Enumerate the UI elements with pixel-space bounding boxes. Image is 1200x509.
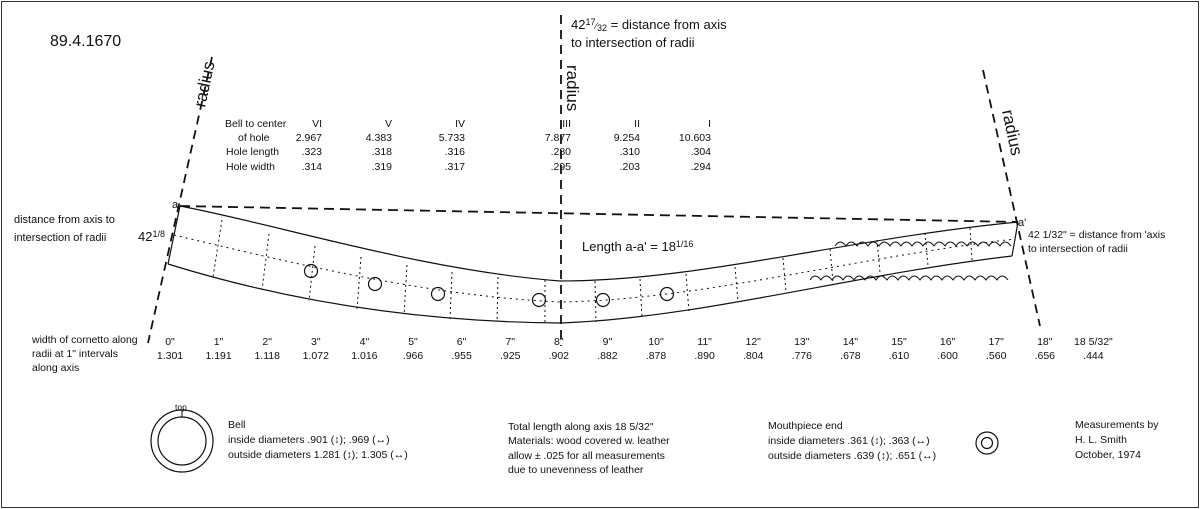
inch-radius-line — [830, 249, 833, 282]
hole-numeral: I — [708, 118, 711, 130]
inch-radius-line — [783, 258, 786, 292]
credit-line3: October, 1974 — [1075, 449, 1141, 461]
width-value: .776 — [791, 350, 813, 362]
width-caption-line3: along axis — [32, 362, 80, 374]
width-value: 1.301 — [156, 350, 184, 362]
top-note-line1: $42^{17}_⁄32$ = distance from axis — [571, 17, 727, 33]
left-note-line2: intersection of radii — [14, 232, 107, 244]
width-value: .444 — [1083, 350, 1104, 362]
mouthpiece-outside-diameters: outside diameters .639 (↕); .651 (↔) — [768, 450, 937, 462]
hole-center-value: 4.383 — [365, 132, 392, 144]
inch-mark-label: 2" — [262, 336, 272, 348]
width-value: 1.072 — [302, 350, 329, 362]
width-value: .955 — [451, 350, 472, 362]
width-value: .560 — [985, 350, 1007, 362]
credit-line1: Measurements by — [1075, 419, 1159, 431]
bell-top-label: top — [175, 402, 187, 412]
point-a-prime-label: a' — [1018, 217, 1027, 229]
row-label-hole-length: Hole length — [226, 146, 280, 158]
note-total-length: Total length along axis 18 5/32" — [508, 421, 654, 433]
inch-mark-label: 13" — [794, 336, 810, 348]
finger-hole-iii — [533, 294, 546, 307]
hole-center-value: 9.254 — [613, 132, 640, 144]
hole-length-value: .310 — [619, 146, 640, 158]
hole-length-value: .323 — [301, 146, 322, 158]
right-note-line1: 42 1/32" = distance from 'axis — [1028, 229, 1166, 241]
bell-diagram — [151, 402, 408, 472]
hole-center-value: 10.603 — [678, 132, 711, 144]
inch-radius-line — [970, 228, 972, 260]
mouthpiece-diagram — [768, 420, 998, 462]
hole-width-value: .314 — [301, 161, 322, 173]
chord-a-a-prime — [180, 206, 1018, 222]
hole-width-value: .203 — [619, 161, 640, 173]
radius-label-right: radius — [998, 107, 1027, 158]
hole-numeral: II — [634, 118, 640, 130]
credit-line2: H. L. Smith — [1075, 434, 1127, 446]
width-value: .656 — [1034, 350, 1056, 362]
holes-columns — [296, 118, 711, 173]
hole-width-value: .294 — [690, 161, 711, 173]
finger-holes — [305, 265, 674, 307]
width-value: .600 — [937, 350, 958, 362]
inch-radius-line — [262, 234, 269, 290]
hole-numeral: IV — [455, 118, 465, 130]
inch-mark-label: 12" — [745, 336, 761, 348]
inch-mark-label: 18 5/32" — [1074, 336, 1113, 348]
width-value: .925 — [499, 350, 521, 362]
hole-length-value: .304 — [690, 146, 711, 158]
hole-numeral: V — [384, 118, 392, 130]
mouthpiece-title: Mouthpiece end — [768, 420, 843, 432]
inch-radius-line — [404, 265, 407, 315]
bell-title: Bell — [228, 419, 246, 431]
bell-inside-circle — [158, 417, 206, 465]
inch-radius-line — [450, 272, 452, 319]
width-value: .678 — [840, 350, 861, 362]
inch-mark-label: 9" — [602, 336, 613, 348]
hole-width-value: .317 — [444, 161, 465, 173]
hole-width-value: .319 — [371, 161, 392, 173]
note-tolerance: allow ± .025 for all measurements — [508, 450, 665, 462]
inch-mark-label: 0" — [165, 336, 175, 348]
bell-outside-circle — [151, 410, 213, 472]
catalog-number: 89.4.1670 — [50, 33, 122, 50]
width-value: .902 — [548, 350, 570, 362]
mouthpiece-inside-circle — [982, 438, 993, 449]
width-value: 1.118 — [254, 350, 280, 362]
mouthpiece-outside-circle — [976, 432, 998, 454]
inch-mark-label: 15" — [891, 336, 907, 348]
inch-mark-label: 17" — [988, 336, 1004, 348]
width-value: .878 — [645, 350, 667, 362]
left-note-line1: distance from axis to — [14, 214, 115, 226]
cornetto-bottom-edge — [168, 256, 1012, 323]
note-unevenness: due to unevenness of leather — [508, 464, 644, 476]
mouthpiece-inside-diameters: inside diameters .361 (↕); .363 (↔) — [768, 435, 930, 447]
left-distance-note — [14, 214, 165, 244]
inch-mark-label: 11" — [697, 336, 712, 348]
width-caption-line1: width of cornetto along — [32, 334, 138, 346]
top-distance-note — [571, 17, 727, 50]
row-label-hole-width: Hole width — [226, 161, 276, 173]
inch-mark-label: 4" — [359, 336, 370, 348]
radius-label-left: radius — [190, 59, 219, 109]
leather-wave-bottom — [810, 276, 1008, 280]
point-a-label: a — [172, 199, 179, 211]
width-value: .804 — [742, 350, 764, 362]
hole-center-value: 7.877 — [544, 132, 571, 144]
finger-hole-vi — [305, 265, 318, 278]
inch-radii-lines — [213, 220, 972, 323]
width-value: .610 — [888, 350, 910, 362]
row-label-bell-to-center: Bell to center — [225, 118, 287, 130]
inch-radius-line — [213, 220, 222, 277]
hole-width-value: .295 — [550, 161, 571, 173]
inch-radius-line — [309, 246, 315, 301]
inch-radius-line — [595, 281, 596, 322]
inch-mark-label: 5" — [408, 336, 418, 348]
hole-length-value: .316 — [444, 146, 465, 158]
width-value: .966 — [402, 350, 424, 362]
hole-numeral: VI — [312, 118, 322, 130]
inch-mark-label: 8" — [554, 336, 564, 348]
radius-label-center: radius — [563, 65, 582, 112]
right-note-line2: to intersection of radii — [1028, 243, 1128, 255]
hole-length-value: .318 — [371, 146, 392, 158]
inch-radius-line — [357, 257, 361, 309]
row-label-of-hole: of hole — [238, 132, 270, 144]
inch-mark-label: 16" — [939, 336, 956, 348]
length-label: Length $a-a' = 18^{1/16}$ — [582, 239, 694, 254]
bell-outside-diameters: outside diameters 1.281 (↕); 1.305 (↔) — [228, 449, 408, 461]
hole-center-value: 5.733 — [438, 132, 465, 144]
inch-mark-label: 1" — [213, 336, 224, 348]
width-value: .890 — [694, 350, 715, 362]
width-value: 1.191 — [205, 350, 232, 362]
left-note-value: $42^{1/8}$ — [138, 229, 165, 244]
note-materials: Materials: wood covered w. leather — [508, 435, 670, 447]
hole-length-value: .280 — [550, 146, 571, 158]
inch-radius-line — [735, 267, 738, 302]
hole-center-value: 2.967 — [295, 132, 322, 144]
inch-mark-label: 3" — [311, 336, 321, 348]
inch-mark-label: 10" — [648, 336, 664, 348]
top-note-line2: to intersection of radii — [571, 35, 695, 50]
inch-mark-label: 18" — [1037, 336, 1053, 348]
inch-mark-label: 6" — [456, 336, 467, 348]
inch-radius-line — [925, 233, 928, 266]
inch-mark-label: 7" — [505, 336, 515, 348]
width-value: 1.016 — [351, 350, 378, 362]
inch-radius-line — [640, 279, 642, 318]
inch-radius-line — [686, 274, 689, 312]
cornetto-body — [168, 206, 1018, 323]
width-value: .882 — [597, 350, 618, 362]
bell-inside-diameters: inside diameters .901 (↕); .969 (↔) — [228, 434, 390, 446]
holes-table — [225, 118, 711, 173]
hole-numeral: III — [562, 118, 571, 130]
inch-radius-line — [497, 277, 498, 322]
width-scale — [157, 336, 1113, 362]
finger-hole-iv — [432, 288, 445, 301]
width-caption-line2: radii at 1" intervals — [32, 348, 119, 360]
inch-mark-label: 14" — [842, 336, 859, 348]
